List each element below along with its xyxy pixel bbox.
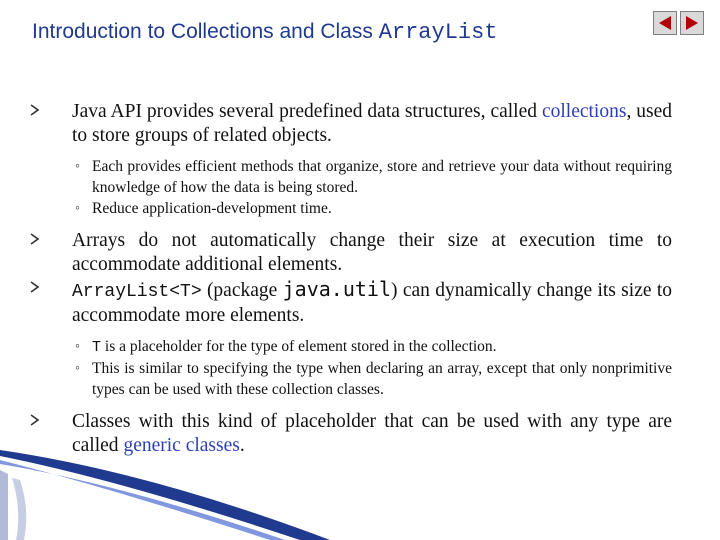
bullet-arraylist xyxy=(72,277,672,328)
sub-bullet xyxy=(72,198,672,219)
next-slide-button[interactable] xyxy=(680,11,704,35)
bullet-collections xyxy=(72,100,672,148)
triangle-right-icon xyxy=(683,14,701,32)
bullet-text: Arrays do not automatically change their size at execution time to accommodate additional elements. xyxy=(72,230,672,275)
bullet-text: , used to store groups of related objects. xyxy=(72,101,672,146)
sub-bullet xyxy=(72,336,672,358)
bullet-text: Java API provides several predefined data structures, called xyxy=(72,101,542,122)
ring-bullet-icon: ◦ xyxy=(75,361,80,376)
bullet-arrow-icon xyxy=(28,413,42,427)
sub-bullet-text: is a placeholder for the type of element stored in the collection. xyxy=(101,338,497,355)
sub-bullet xyxy=(72,156,672,198)
bullet-text: . xyxy=(239,435,245,456)
sub-bullet-text: Reduce application-development time. xyxy=(92,200,332,217)
sub-bullets-collections xyxy=(72,156,672,219)
sub-bullet xyxy=(72,358,672,400)
bullet-arrow-icon xyxy=(28,103,42,117)
ring-bullet-icon: ◦ xyxy=(75,201,80,216)
ring-bullet-icon: ◦ xyxy=(75,339,80,354)
bullet-arrays xyxy=(72,229,672,277)
slide-body xyxy=(72,100,672,458)
bullet-text: Classes with this kind of placeholder that can be used with any type are called xyxy=(72,411,672,456)
slide-title-code: ArrayList xyxy=(378,20,498,45)
term-generic-classes: generic classes xyxy=(123,435,240,456)
ring-bullet-icon: ◦ xyxy=(75,159,80,174)
bullet-text: ) can dynamically change its size to accommodate more elements. xyxy=(72,280,672,326)
code-t: T xyxy=(92,339,102,356)
slide-navigation xyxy=(653,11,704,35)
sub-bullets-arraylist xyxy=(72,336,672,400)
code-package: java.util xyxy=(282,277,392,301)
slide-title xyxy=(32,20,498,45)
term-collections: collections xyxy=(541,101,627,122)
sub-bullet-text: This is similar to specifying the type when declaring an array, except that only nonprimitive types can be used with these collection classes. xyxy=(92,360,672,398)
bullet-arrow-icon xyxy=(28,280,42,294)
previous-slide-button[interactable] xyxy=(653,11,677,35)
bullet-text: (package xyxy=(201,280,283,301)
code-arraylist: ArrayList<T> xyxy=(72,282,202,302)
slide-title-text: Introduction to Collections and Class xyxy=(32,20,379,43)
sub-bullet-text: Each provides efficient methods that organize, store and retrieve your data without requiring knowledge of how the data is being stored. xyxy=(92,158,672,196)
decorative-swoosh xyxy=(0,450,720,540)
bullet-arrow-icon xyxy=(28,232,42,246)
triangle-left-icon xyxy=(656,14,674,32)
